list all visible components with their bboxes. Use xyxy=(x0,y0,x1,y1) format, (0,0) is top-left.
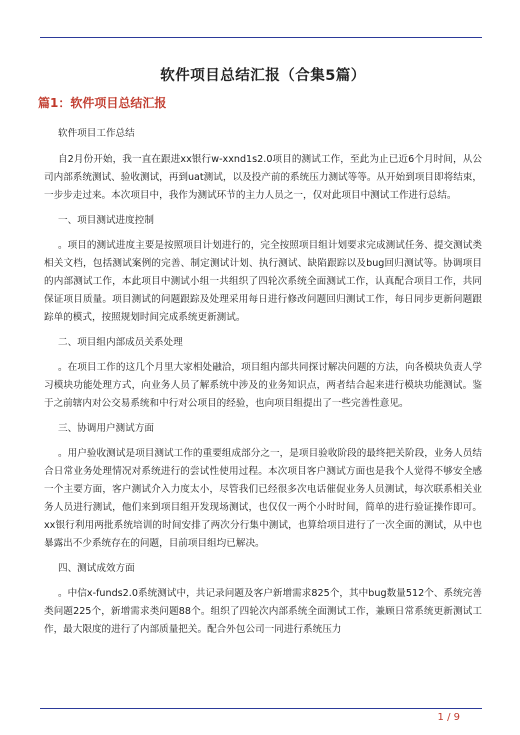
chapter-heading: 篇1：软件项目总结汇报 xyxy=(38,96,167,110)
section-heading-3: 三、协调用户测试方面 xyxy=(58,423,154,434)
section-heading-1: 一、项目测试进度控制 xyxy=(58,215,154,226)
document-body xyxy=(38,64,482,642)
header-rule xyxy=(40,37,482,38)
document-title: 软件项目总结汇报（合集5篇） xyxy=(160,68,366,84)
page-number: 1 / 9 xyxy=(437,712,460,723)
footer-rule xyxy=(40,708,482,709)
section-body-3: 。用户验收测试是项目测试工作的重要组成部分之一，是项目验收阶段的最终把关阶段，业务人员结合日常业务处理情况对系统进行的尝试性使用过程。本次项目客户测试方面也是我个人觉得不够安全感一个主要方面，客户测试介入力度太小，尽管我们已经很多次电话催促业务人员测试，每次联系相关业务人员进行测试，他们来到项目组开发现场测试，也仅仅一两个小时时间，简单的进行验证操作即可。xx银行利用两批系统培训的时间安排了两次分行集中测试，也算给项目进行了一次全面的测试，从中也暴露出不少系统存在的问题，目前项目组均已解决。 xyxy=(44,448,482,549)
section-body-4: 。中信x-funds2.0系统测试中，共记录问题及客户新增需求825个，其中bug数量512个、系统完善类问题225个，新增需求类问题88个。组织了四轮次内部系统全面测试工作，兼顾日常系统更新测试工作，最大限度的进行了内部质量把关。配合外包公司一同进行系统压力 xyxy=(44,588,482,635)
section-body-1: 。项目的测试进度主要是按照项目计划进行的，完全按照项目组计划要求完成测试任务、提交测试类相关文档，包括测试案例的完善、制定测试计划、执行测试、缺陷跟踪以及bug回归测试等。协调项目的内部测试工作，本此项目中测试小组一共组织了四轮次系统全面测试工作，认真配合项目工作，共同保证项目质量。项目测试的问题跟踪及处理采用每日进行修改问题回归测试工作，每日同步更新问题跟踪单的模式，按照规划时间完成系统更新测试。 xyxy=(44,240,482,323)
section-heading-2: 二、项目组内部成员关系处理 xyxy=(58,337,183,348)
section-body-2: 。在项目工作的这几个月里大家相处融洽，项目组内部共同探讨解决问题的方法，向各模块负责人学习模块功能处理方式，向业务人员了解系统中涉及的业务知识点，两者结合起来进行模块功能测试。鉴于之前辖内对公交易系统和中行对公项目的经验，也向项目组提出了一些完善性意见。 xyxy=(44,362,482,409)
intro-paragraph: 自2月份开始，我一直在跟进xx银行w-xxnd1s2.0项目的测试工作，至此为止已近6个月时间，从公司内部系统测试、验收测试，再到uat测试，以及投产前的系统压力测试等等。从开始到项目即将结束，一步步走过来。本次项目中，我作为测试环节的主力人员之一，仅对此项目中测试工作进行总结。 xyxy=(44,154,482,201)
section-heading-4: 四、测试成效方面 xyxy=(58,563,135,574)
document-subtitle: 软件项目工作总结 xyxy=(58,128,135,139)
